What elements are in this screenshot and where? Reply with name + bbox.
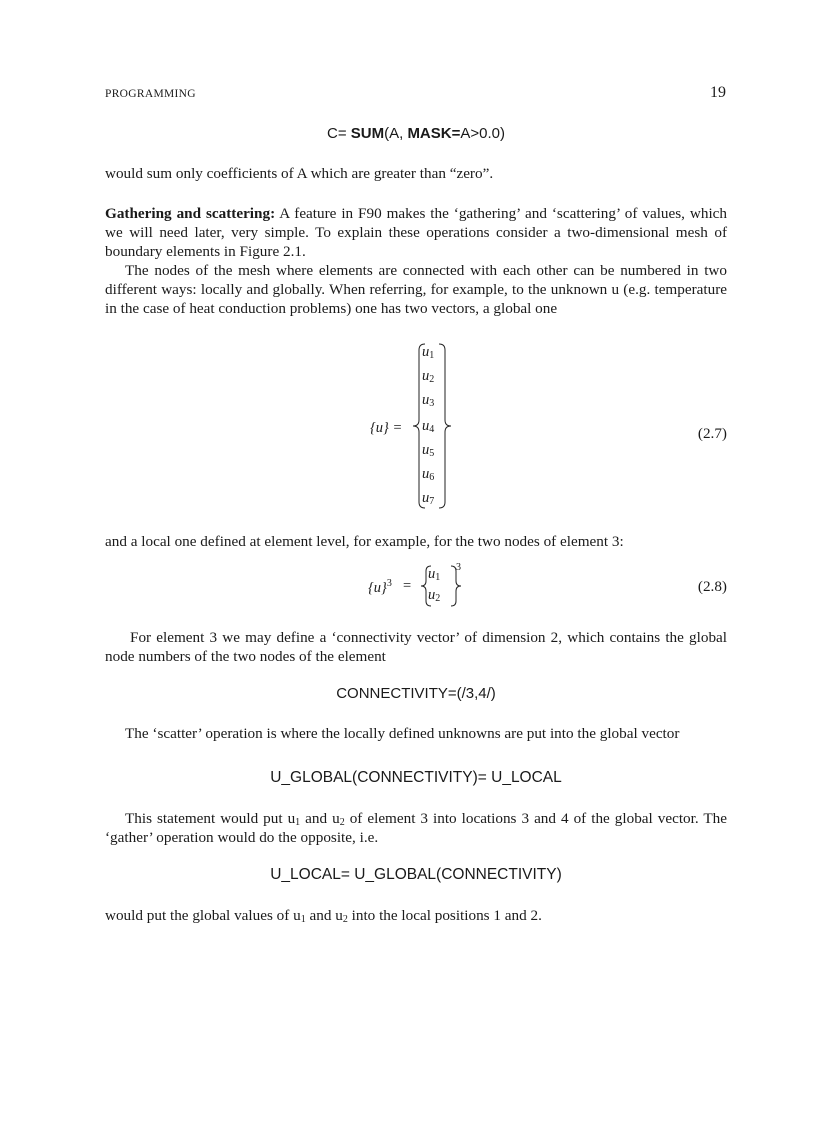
equation-2-8 bbox=[368, 562, 478, 612]
paragraph-heading: Gathering and scattering: bbox=[105, 205, 276, 222]
vector-entry: $u_2$ bbox=[428, 587, 441, 604]
vector-entry: $u_5$ bbox=[422, 442, 435, 459]
code-keyword-mask: MASK= bbox=[407, 125, 461, 142]
vector-entry: $u_2$ bbox=[422, 368, 435, 385]
vector-entry: $u_4$ bbox=[422, 418, 435, 435]
vector-entry: $u_3$ bbox=[422, 392, 435, 409]
paragraph-sum-explanation: would sum only coefficients of A which are greater than “zero”. bbox=[105, 165, 494, 182]
paragraph-node-numbering: The nodes of the mesh where elements are connected with each other can be numbered in two different ways: locally and globally. When referring, for example, to the unknown u (e.g. temperature in the case of heat conduction problems) one has two vectors, a global one bbox=[105, 262, 727, 317]
running-header: PROGRAMMING bbox=[105, 88, 196, 100]
paragraph-statement: This statement would put $u_1$ and $u_2$ of element 3 into locations 3 and 4 of the global vector. The ‘gather’ operation would do the opposite, i.e. bbox=[105, 810, 727, 846]
vector-entry: $u_6$ bbox=[422, 466, 435, 483]
vector-entry: $u_1$ bbox=[422, 344, 435, 361]
equals-sign: = bbox=[403, 578, 412, 594]
equation-lhs: $\{u\}^3$ bbox=[368, 578, 392, 596]
equation-number-2-8: (2.8) bbox=[697, 578, 727, 595]
vector-entry: $u_1$ bbox=[428, 566, 441, 583]
equation-2-7 bbox=[360, 340, 470, 515]
code-gather: U_LOCAL= U_GLOBAL(CONNECTIVITY) bbox=[270, 866, 562, 883]
paragraph-local-vector: and a local one defined at element level, for example, for the two nodes of element 3: bbox=[105, 533, 624, 550]
equation-number-2-7: (2.7) bbox=[697, 425, 727, 442]
code-scatter: U_GLOBAL(CONNECTIVITY)= U_LOCAL bbox=[270, 769, 562, 786]
paragraph-gathering-scattering bbox=[105, 204, 727, 261]
code-sum-mask bbox=[105, 125, 727, 142]
code-connectivity: CONNECTIVITY=(/3,4/) bbox=[336, 685, 496, 702]
vector-superscript: 3 bbox=[456, 562, 461, 573]
equation-lhs: {u} = bbox=[370, 420, 403, 436]
paragraph-connectivity: For element 3 we may define a ‘connectivity vector’ of dimension 2, which contains the global node numbers of the two nodes of the element bbox=[105, 629, 727, 665]
code-text: C= bbox=[326, 125, 351, 142]
code-text: (A, bbox=[384, 125, 408, 142]
paragraph-gather-result: would put the global values of $u_1$ and $u_2$ into the local positions 1 and 2. bbox=[105, 907, 542, 925]
page-number: 19 bbox=[710, 84, 726, 101]
code-keyword-sum: SUM bbox=[350, 125, 385, 142]
vector-entry: $u_7$ bbox=[422, 490, 435, 507]
paragraph-scatter: The ‘scatter’ operation is where the locally defined unknowns are put into the global vector bbox=[125, 725, 680, 742]
paragraph-body: A feature in F90 makes the ‘gathering’ and ‘scattering’ of values, which we will need later, very simple. To explain these operations consider a two-dimensional mesh of boundary elements in Figure 2.1. bbox=[105, 205, 727, 260]
code-text: A>0.0) bbox=[460, 125, 505, 142]
